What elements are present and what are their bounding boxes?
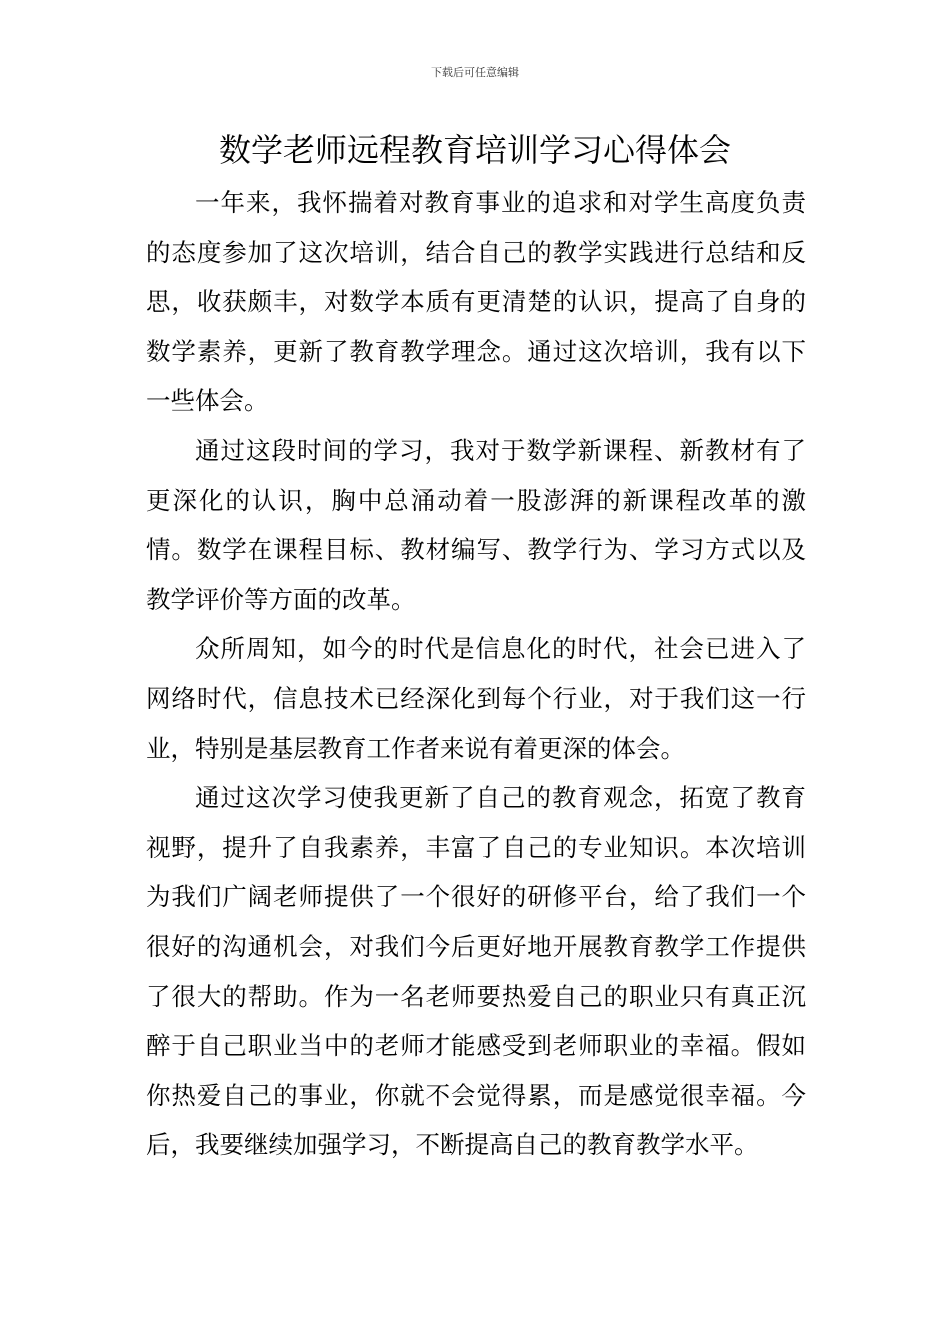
paragraph-2: 通过这段时间的学习，我对于数学新课程、新教材有了更深化的认识，胸中总涌动着一股澎湃的新课程改革的激情。数学在课程目标、教材编写、教学行为、学习方式以及教学评价等方面的改革。 (146, 435, 806, 614)
document-body (146, 178, 806, 1170)
document-title: 数学老师远程教育培训学习心得体会 (218, 131, 731, 169)
paragraph-4: 通过这次学习使我更新了自己的教育观念，拓宽了教育视野，提升了自我素养，丰富了自己的专业知识。本次培训为我们广阔老师提供了一个很好的研修平台，给了我们一个很好的沟通机会，对我们今后更好地开展教育教学工作提供了很大的帮助。作为一名老师要热爱自己的职业只有真正沉醉于自己职业当中的老师才能感受到老师职业的幸福。假如你热爱自己的事业，你就不会觉得累，而是感觉很幸福。今后，我要继续加强学习，不断提高自己的教育教学水平。 (146, 783, 806, 1160)
paragraph-3: 众所周知，如今的时代是信息化的时代，社会已进入了网络时代，信息技术已经深化到每个行业，对于我们这一行业，特别是基层教育工作者来说有着更深的体会。 (146, 634, 806, 763)
paragraph-1: 一年来，我怀揣着对教育事业的追求和对学生高度负责的态度参加了这次培训，结合自己的教学实践进行总结和反思，收获颇丰，对数学本质有更清楚的认识，提高了自身的数学素养，更新了教育教学理念。通过这次培训，我有以下一些体会。 (146, 188, 806, 416)
header-note: 下载后可任意编辑 (431, 66, 519, 79)
